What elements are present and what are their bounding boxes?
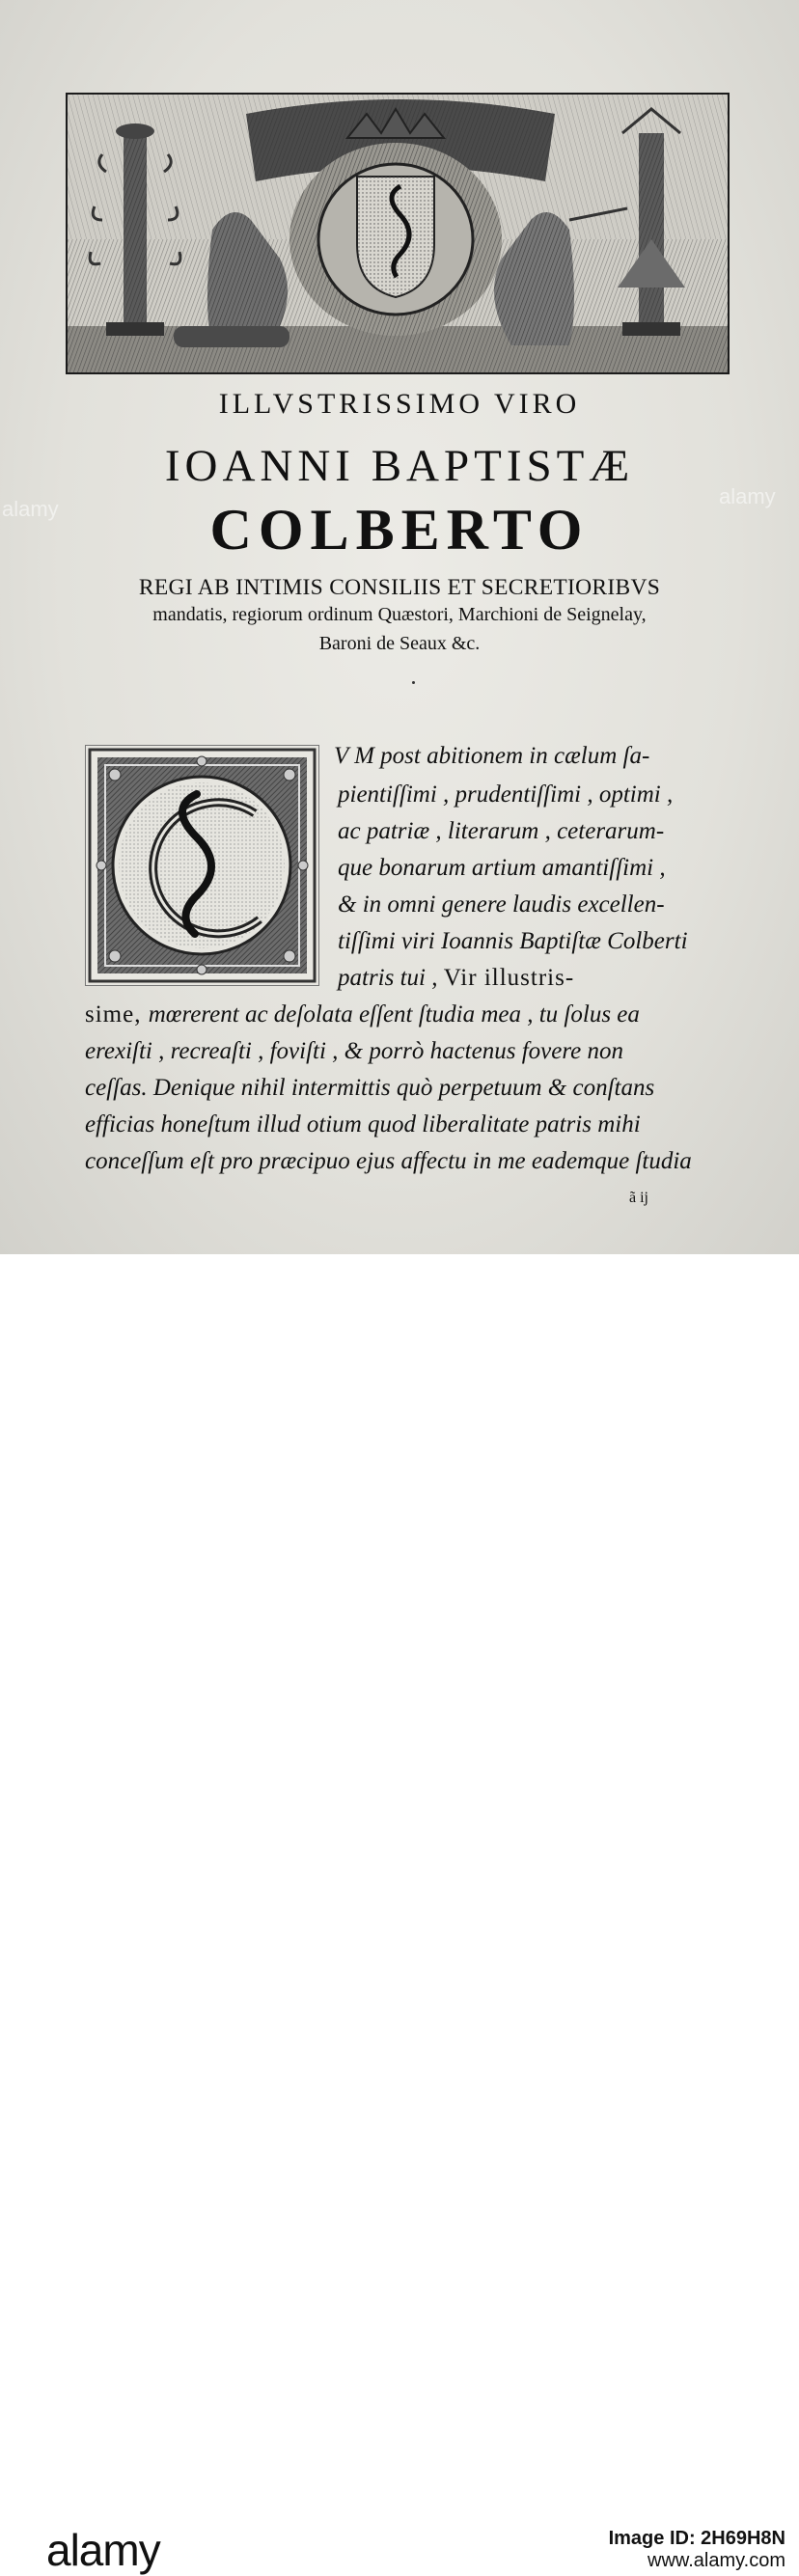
stock-footer: [0, 1254, 799, 2575]
stock-image-info: [609, 2528, 785, 2572]
book-page: [0, 0, 799, 1254]
body-line-12: conceſſum eſt pro præcipuo ejus affectu in me eademque ſtudia: [85, 1148, 692, 1174]
dedication-heading-baronies: Baroni de Seaux &c.: [318, 633, 481, 654]
image-id: Image ID: 2H69H8N: [608, 2528, 785, 2549]
headpiece-engraving: [66, 93, 730, 374]
stock-url: www.alamy.com: [647, 2550, 785, 2571]
sime-caps: sime,: [85, 1001, 149, 1028]
dedication-heading-surname: COLBERTO: [209, 498, 590, 562]
body-line-4: que bonarum artium amantiſſimi ,: [338, 855, 666, 881]
dedication-heading-offices: mandatis, regiorum ordinum Quæstori, Marchioni de Seignelay,: [152, 604, 647, 625]
bleed-through-text: [232, 58, 656, 82]
watermark-right: alamy: [719, 484, 776, 508]
ink-dot: [412, 681, 415, 684]
dedication-heading-line1: ILLVSTRISSIMO VIRO: [218, 388, 581, 420]
body-line-7-a: patris tui ,: [338, 965, 444, 991]
body-line-11: efficias honeſtum illud otium quod liberalitate patris mihi: [85, 1111, 641, 1137]
body-line-5: & in omni genere laudis excellen-: [338, 891, 665, 918]
body-line-8: [85, 1001, 640, 1028]
body-line-1: V M post abitionem in cælum ſa-: [334, 743, 650, 769]
watermark-left: alamy: [2, 497, 59, 521]
signature-mark: ã ij: [629, 1190, 648, 1206]
body-line-8-b: mœrerent ac deſolata eſſent ſtudia mea , tu ſolus ea: [148, 1001, 640, 1028]
body-line-3: ac patriæ , literarum , ceterarum-: [338, 818, 665, 844]
dedication-heading-name: IOANNI BAPTISTÆ: [164, 441, 635, 491]
vir-illustrissime-caps: Vir illustris-: [443, 965, 575, 991]
decorated-initial-c: [85, 745, 319, 986]
body-line-9: erexiſti , recreaſti , foviſti , & porrò hactenus fovere non: [85, 1038, 623, 1064]
alamy-logo: alamy: [46, 2525, 160, 2575]
body-line-7: [338, 965, 574, 992]
dedication-heading-titles: REGI AB INTIMIS CONSILIIS ET SECRETIORIBVS: [138, 575, 661, 600]
body-line-10: ceſſas. Denique nihil intermittis quò perpetuum & conſtans: [85, 1075, 655, 1101]
body-line-2: pientiſſimi , prudentiſſimi , optimi ,: [338, 781, 674, 808]
body-line-6: tiſſimi viri Ioannis Baptiſtæ Colberti: [338, 928, 688, 954]
